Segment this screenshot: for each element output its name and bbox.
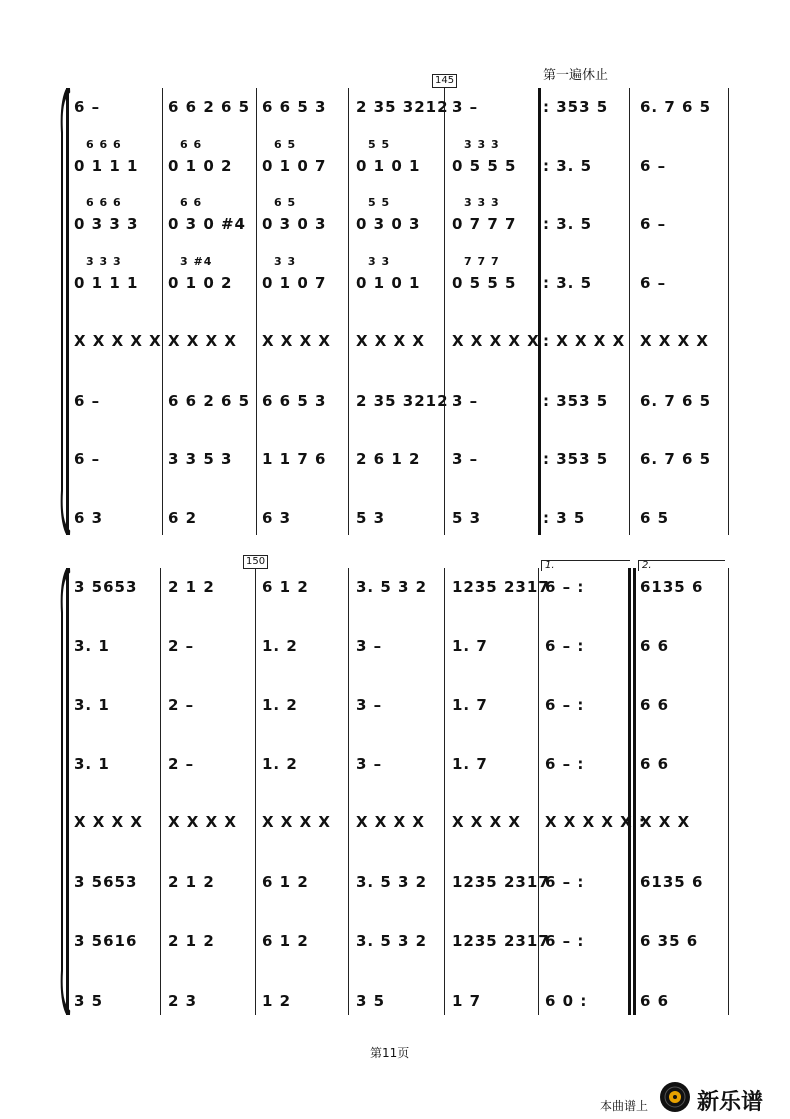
harmony-note: 3 #4	[180, 255, 213, 268]
barline	[728, 88, 729, 535]
barline	[348, 568, 349, 1015]
harmony-note: 6 6 6	[86, 138, 122, 151]
harmony-note: 3 3 3	[86, 255, 122, 268]
note-cell: 0 3 0 #4	[168, 215, 246, 233]
note-cell: 2 –	[168, 637, 195, 655]
vinyl-record-icon	[659, 1081, 691, 1113]
note-cell: 3. 5 3 2	[356, 932, 428, 950]
note-cell: 6 – :	[545, 932, 585, 950]
note-cell: 6 6 5 3	[262, 392, 327, 410]
harmony-note: 7 7 7	[464, 255, 500, 268]
repeat-barline	[628, 568, 631, 1015]
note-cell: 6135 6	[640, 873, 704, 891]
note-cell: 2 1 2	[168, 932, 215, 950]
first-time-rest-annotation: 第一遍休止	[543, 68, 609, 83]
note-cell: 2 1 2	[168, 873, 215, 891]
note-cell: 0 3 0 3	[262, 215, 327, 233]
harmony-note: 5 5	[368, 138, 391, 151]
harmony-note: 6 6 6	[86, 196, 122, 209]
note-cell: 1 7	[452, 992, 482, 1010]
note-cell: : X X X X	[543, 332, 626, 350]
note-cell: 6135 6	[640, 578, 704, 596]
system-start-line	[66, 568, 69, 1015]
measure-number-box-2: 150	[243, 555, 268, 569]
note-cell: 6 5	[640, 509, 670, 527]
harmony-note: 6 6	[180, 138, 203, 151]
note-cell: 3 –	[356, 696, 383, 714]
note-cell: 6 1 2	[262, 873, 309, 891]
note-cell: 0 5 5 5	[452, 274, 517, 292]
note-cell: 0 3 3 3	[74, 215, 139, 233]
note-cell: 0 1 0 1	[356, 157, 421, 175]
brand-logo-text: 新乐谱	[697, 1090, 764, 1115]
note-cell: 6. 7 6 5	[640, 98, 712, 116]
note-cell: 2 1 2	[168, 578, 215, 596]
note-cell: 3 5	[356, 992, 386, 1010]
note-cell: 3 –	[452, 450, 479, 468]
note-cell: 1235 2317	[452, 932, 550, 950]
harmony-note: 3 3	[368, 255, 391, 268]
note-cell: 6 6	[640, 696, 670, 714]
note-cell: 5 3	[356, 509, 386, 527]
note-cell: 0 1 0 7	[262, 274, 327, 292]
note-cell: : 353 5	[543, 98, 609, 116]
harmony-note: 6 6	[180, 196, 203, 209]
barline	[629, 88, 630, 535]
repeat-barline	[538, 88, 541, 535]
note-cell: 0 5 5 5	[452, 157, 517, 175]
note-cell: 6 – :	[545, 696, 585, 714]
harmony-note: 3 3 3	[464, 196, 500, 209]
note-cell: 1. 2	[262, 637, 298, 655]
note-cell: 2 –	[168, 696, 195, 714]
note-cell: 5 3	[452, 509, 482, 527]
note-cell: 3 5653	[74, 578, 138, 596]
note-cell: 3. 1	[74, 696, 110, 714]
note-cell: 1. 7	[452, 696, 488, 714]
repeat-barline	[633, 568, 636, 1015]
note-cell: X X X X	[74, 813, 143, 831]
harmony-note: 6 5	[274, 196, 297, 209]
note-cell: X X X	[640, 813, 691, 831]
note-cell: 6 3	[74, 509, 104, 527]
footer-caption: 本曲谱上	[600, 1099, 649, 1113]
system-brace	[58, 568, 72, 1015]
note-cell: 2 –	[168, 755, 195, 773]
note-cell: 3 5616	[74, 932, 138, 950]
note-cell: 6 6 2 6 5	[168, 392, 251, 410]
note-cell: 3. 1	[74, 637, 110, 655]
note-cell: X X X X	[640, 332, 709, 350]
note-cell: 6 1 2	[262, 578, 309, 596]
note-cell: : 3. 5	[543, 274, 593, 292]
note-cell: 3. 1	[74, 755, 110, 773]
note-cell: 6. 7 6 5	[640, 450, 712, 468]
note-cell: 0 3 0 3	[356, 215, 421, 233]
note-cell: 3 –	[356, 637, 383, 655]
note-cell: X X X X X	[74, 332, 162, 350]
note-cell: 3. 5 3 2	[356, 873, 428, 891]
note-cell: 6 –	[640, 215, 667, 233]
barline	[256, 88, 257, 535]
note-cell: 2 6 1 2	[356, 450, 421, 468]
note-cell: 1235 2317	[452, 578, 550, 596]
note-cell: X X X X	[262, 813, 331, 831]
volta-1-label: 1.	[545, 560, 555, 571]
note-cell: : 3. 5	[543, 215, 593, 233]
measure-number-box-1: 145	[432, 74, 457, 88]
note-cell: X X X X	[168, 332, 237, 350]
barline	[255, 568, 256, 1015]
note-cell: 2 35 3212	[356, 392, 449, 410]
barline	[444, 88, 445, 535]
note-cell: 6 –	[640, 274, 667, 292]
note-cell: X X X X	[452, 813, 521, 831]
note-cell: 6 6 5 3	[262, 98, 327, 116]
note-cell: 3. 5 3 2	[356, 578, 428, 596]
note-cell: 1. 2	[262, 696, 298, 714]
note-cell: 6 2	[168, 509, 198, 527]
note-cell: 3 5	[74, 992, 104, 1010]
note-cell: 6 – :	[545, 873, 585, 891]
note-cell: 3 3 5 3	[168, 450, 233, 468]
note-cell: 1. 2	[262, 755, 298, 773]
volta-bracket-1	[541, 560, 630, 571]
note-cell: 6 –	[74, 392, 101, 410]
note-cell: 6 3	[262, 509, 292, 527]
note-cell: 6 35 6	[640, 932, 699, 950]
barline	[728, 568, 729, 1015]
note-cell: X X X X	[168, 813, 237, 831]
note-cell: 3 –	[452, 98, 479, 116]
note-cell: 6 – :	[545, 637, 585, 655]
page-number: 第11页	[370, 1046, 410, 1060]
note-cell: 6 6 2 6 5	[168, 98, 251, 116]
note-cell: 6. 7 6 5	[640, 392, 712, 410]
note-cell: 1. 7	[452, 637, 488, 655]
note-cell: X X X X	[262, 332, 331, 350]
note-cell: 0 1 1 1	[74, 274, 139, 292]
note-cell: 6 – :	[545, 755, 585, 773]
note-cell: X X X X X	[452, 332, 540, 350]
note-cell: 0 1 0 7	[262, 157, 327, 175]
note-cell: 6 6	[640, 992, 670, 1010]
system-start-line	[66, 88, 69, 535]
note-cell: 6 –	[640, 157, 667, 175]
note-cell: X X X X	[356, 813, 425, 831]
note-cell: 1235 2317	[452, 873, 550, 891]
volta-2-label: 2.	[642, 560, 652, 571]
note-cell: 2 3	[168, 992, 198, 1010]
harmony-note: 5 5	[368, 196, 391, 209]
note-cell: 6 –	[74, 98, 101, 116]
note-cell: 3 5653	[74, 873, 138, 891]
note-cell: 1. 7	[452, 755, 488, 773]
note-cell: 2 35 3212	[356, 98, 449, 116]
note-cell: 0 1 0 2	[168, 157, 233, 175]
note-cell: 6 6	[640, 637, 670, 655]
note-cell: 3 –	[452, 392, 479, 410]
note-cell: 0 1 0 1	[356, 274, 421, 292]
note-cell: 6 0 :	[545, 992, 588, 1010]
barline	[162, 88, 163, 535]
note-cell: 6 –	[74, 450, 101, 468]
note-cell: : 3 5	[543, 509, 586, 527]
note-cell: 6 6	[640, 755, 670, 773]
note-cell: 6 – :	[545, 578, 585, 596]
note-cell: 3 –	[356, 755, 383, 773]
note-cell: 1 1 7 6	[262, 450, 327, 468]
note-cell: : 3. 5	[543, 157, 593, 175]
note-cell: 0 1 1 1	[74, 157, 139, 175]
barline	[160, 568, 161, 1015]
harmony-note: 6 5	[274, 138, 297, 151]
harmony-note: 3 3 3	[464, 138, 500, 151]
note-cell: : 353 5	[543, 450, 609, 468]
note-cell: 0 1 0 2	[168, 274, 233, 292]
barline	[444, 568, 445, 1015]
note-cell: X X X X X :	[545, 813, 646, 831]
system-brace	[58, 88, 72, 535]
harmony-note: 3 3	[274, 255, 297, 268]
barline	[348, 88, 349, 535]
note-cell: 0 7 7 7	[452, 215, 517, 233]
volta-bracket-2	[638, 560, 725, 571]
note-cell: 1 2	[262, 992, 292, 1010]
note-cell: 6 1 2	[262, 932, 309, 950]
note-cell: X X X X	[356, 332, 425, 350]
note-cell: : 353 5	[543, 392, 609, 410]
